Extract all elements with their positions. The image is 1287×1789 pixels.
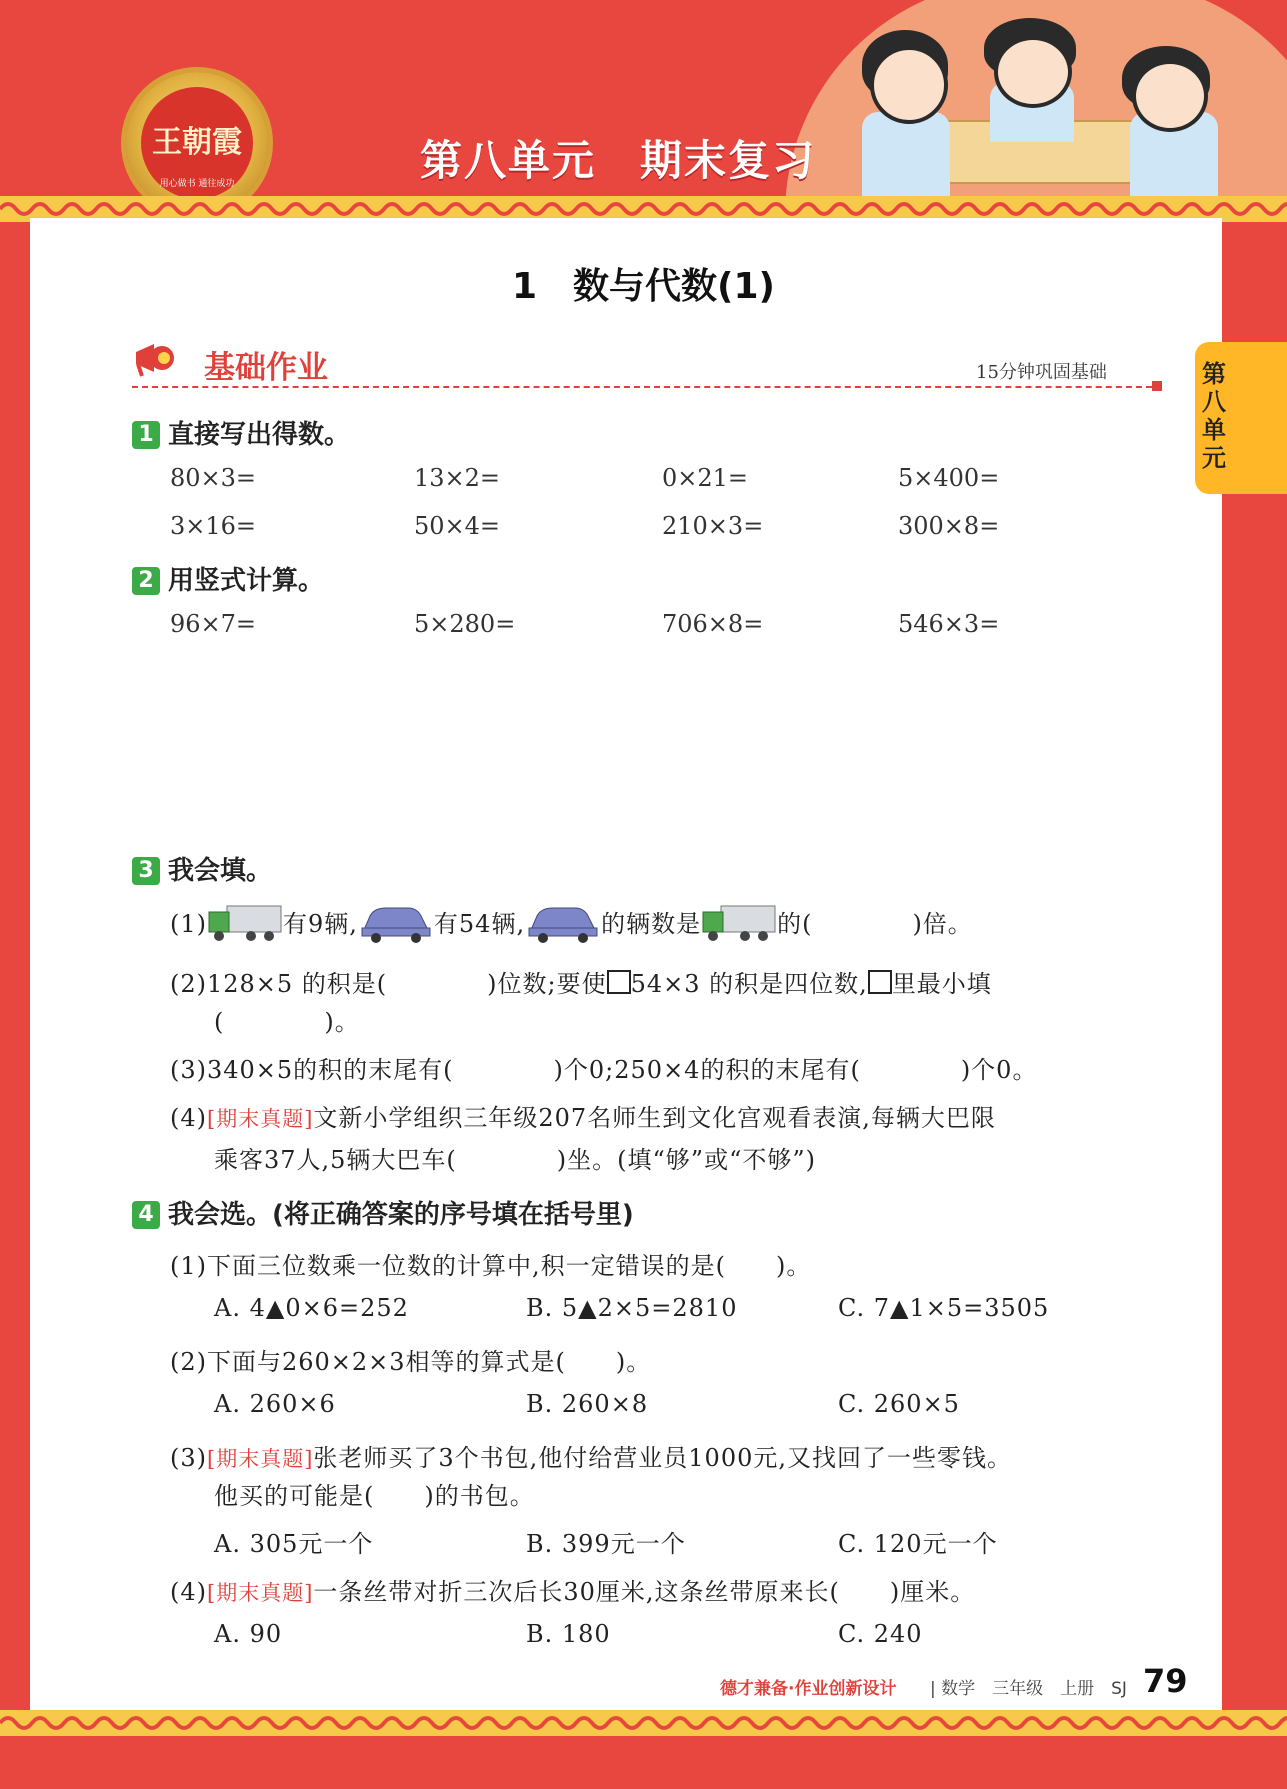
unit-title: 第八单元 期末复习: [420, 136, 817, 185]
question-number-badge: 1: [132, 421, 160, 449]
choice-question-1: (1)下面三位数乘一位数的计算中,积一定错误的是( )。: [170, 1252, 812, 1280]
child-left-body: [862, 112, 950, 202]
final-exam-tag: [期末真题]: [207, 1447, 314, 1471]
section-divider-end: [1152, 381, 1162, 391]
calc-item: 13×2=: [414, 464, 501, 492]
truck-icon: [701, 902, 777, 944]
child-left-head: [870, 46, 948, 124]
calc-item: 50×4=: [414, 512, 501, 540]
child-middle-head: [994, 36, 1072, 108]
blank-box[interactable]: [868, 970, 892, 994]
option-c[interactable]: C. 260×5: [838, 1390, 960, 1418]
choice-question-2: (2)下面与260×2×3相等的算式是( )。: [170, 1348, 652, 1376]
item-text: 张老师买了3个书包,他付给营业员1000元,又找回了一些零钱。: [313, 1444, 1012, 1472]
question-number-badge: 3: [132, 857, 160, 885]
item-number: (4): [170, 1578, 207, 1606]
item-text: 文新小学组织三年级207名师生到文化宫观看表演,每辆大巴限: [313, 1104, 996, 1132]
footer-series-name: 德才兼备·作业创新设计: [720, 1679, 897, 1699]
choice-question-3: [170, 1438, 1012, 1473]
item-number: (4): [170, 1104, 207, 1132]
question-title: 直接写出得数。: [168, 420, 351, 450]
option-a[interactable]: A. 305元一个: [214, 1530, 374, 1558]
unit-side-tab-label: 第八单元: [1202, 360, 1226, 472]
fill-item-4-cont: 乘客37人,5辆大巴车( )坐。(填“够”或“不够”): [214, 1146, 816, 1174]
choice-question-3-cont: 他买的可能是( )的书包。: [214, 1482, 535, 1510]
blank-box[interactable]: [607, 970, 631, 994]
calc-item: 5×400=: [898, 464, 1000, 492]
item-text: 的辆数是: [601, 910, 702, 938]
footer-wave-border: [0, 1710, 1287, 1736]
question-title: 用竖式计算。: [168, 566, 325, 596]
car-icon: [525, 902, 601, 944]
question-4-heading: [132, 1194, 634, 1231]
section-time-note: 15分钟巩固基础: [976, 362, 1107, 383]
option-b[interactable]: B. 5▲2×5=2810: [526, 1294, 738, 1322]
question-title: 我会填。: [168, 856, 273, 886]
fill-item-1: [170, 902, 973, 944]
option-b[interactable]: B. 180: [526, 1620, 611, 1648]
question-number-badge: 2: [132, 567, 160, 595]
calc-item: 0×21=: [662, 464, 749, 492]
final-exam-tag: [期末真题]: [207, 1581, 314, 1605]
option-a[interactable]: A. 4▲0×6=252: [214, 1294, 409, 1322]
final-exam-tag: [期末真题]: [207, 1107, 314, 1131]
calc-item: 210×3=: [662, 512, 764, 540]
fill-item-4: [170, 1098, 996, 1133]
section-divider: [132, 386, 1162, 388]
calc-item: 546×3=: [898, 610, 1000, 638]
megaphone-icon: [132, 338, 178, 378]
lesson-title: 1 数与代数(1): [511, 266, 775, 307]
option-a[interactable]: A. 90: [214, 1620, 283, 1648]
option-b[interactable]: B. 260×8: [526, 1390, 649, 1418]
calc-item: 5×280=: [414, 610, 516, 638]
item-number: (3): [170, 1444, 207, 1472]
truck-icon: [207, 902, 283, 944]
fill-item-2-cont: ( )。: [214, 1008, 360, 1036]
calc-item: 96×7=: [170, 610, 257, 638]
item-text: (2)128×5 的积是( )位数;要使: [170, 970, 607, 998]
fill-item-3: (3)340×5的积的末尾有( )个0;250×4的积的末尾有( )个0。: [170, 1056, 1038, 1084]
item-text: 的( )倍。: [777, 910, 973, 938]
child-right-head: [1132, 60, 1208, 132]
question-1-heading: [132, 414, 350, 451]
option-c[interactable]: C. 120元一个: [838, 1530, 998, 1558]
question-title: 我会选。(将正确答案的序号填在括号里): [168, 1200, 634, 1230]
footer-book-info: | 数学 三年级 上册 SJ: [930, 1679, 1127, 1699]
item-text: 里最小填: [891, 970, 992, 998]
section-title: 基础作业: [204, 350, 328, 386]
calc-item: 300×8=: [898, 512, 1000, 540]
item-number: (1): [170, 910, 207, 938]
logo-subtext: 用心做书 通往成功: [159, 179, 235, 189]
logo-text: 王朝霞: [141, 87, 253, 199]
option-c[interactable]: C. 7▲1×5=3505: [838, 1294, 1050, 1322]
car-icon: [358, 902, 434, 944]
option-a[interactable]: A. 260×6: [214, 1390, 336, 1418]
fill-item-2: [170, 964, 992, 999]
item-text: 有9辆,: [283, 910, 358, 938]
option-b[interactable]: B. 399元一个: [526, 1530, 686, 1558]
question-3-heading: [132, 850, 272, 887]
calc-item: 3×16=: [170, 512, 257, 540]
item-text: 一条丝带对折三次后长30厘米,这条丝带原来长( )厘米。: [313, 1578, 976, 1606]
calc-item: 706×8=: [662, 610, 764, 638]
calc-item: 80×3=: [170, 464, 257, 492]
question-2-heading: [132, 560, 324, 597]
choice-question-4: [170, 1572, 975, 1607]
option-c[interactable]: C. 240: [838, 1620, 923, 1648]
item-text: 54×3 的积是四位数,: [630, 970, 868, 998]
item-text: 有54辆,: [433, 910, 526, 938]
page-number: 79: [1143, 1662, 1188, 1700]
question-number-badge: 4: [132, 1201, 160, 1229]
